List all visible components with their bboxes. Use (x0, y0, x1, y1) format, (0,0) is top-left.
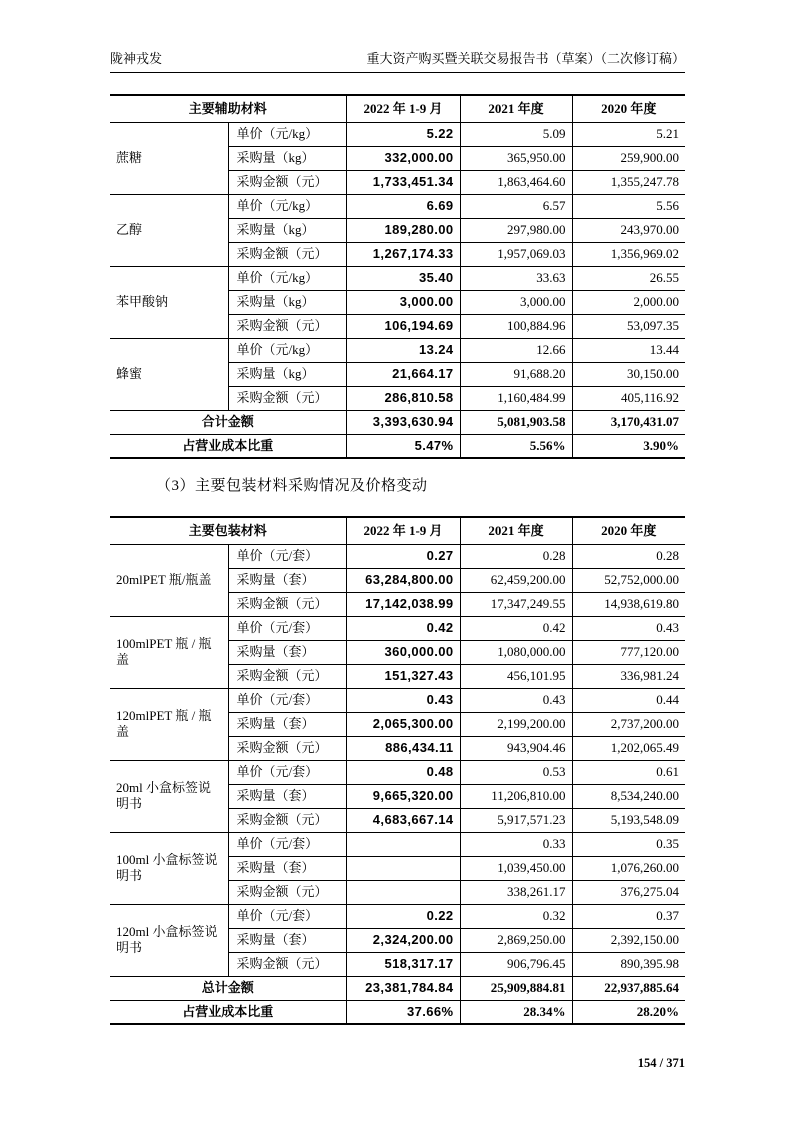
material-name-cell: 苯甲酸钠 (110, 266, 228, 338)
total-value-cell-2020: 22,937,885.64 (572, 976, 685, 1000)
total-label-cell: 合计金额 (110, 410, 346, 434)
value-cell-2021: 0.42 (460, 616, 572, 640)
value-cell-2020: 777,120.00 (572, 640, 685, 664)
metric-label-cell: 采购金额（元） (228, 170, 346, 194)
table-row (110, 194, 685, 218)
metric-label-cell: 采购量（套） (228, 712, 346, 736)
material-name-cell: 120ml 小盒标签说明书 (110, 904, 228, 976)
value-cell-2020: 0.28 (572, 544, 685, 568)
value-cell-2021: 0.28 (460, 544, 572, 568)
value-cell-2021: 1,863,464.60 (460, 170, 572, 194)
value-cell-2022: 106,194.69 (346, 314, 460, 338)
value-cell-2022: 518,317.17 (346, 952, 460, 976)
metric-label-cell: 采购量（套） (228, 640, 346, 664)
auxiliary-materials-table-slot (110, 94, 685, 459)
column-header-period: 2022 年 1-9 月 (346, 95, 460, 122)
value-cell-2022: 4,683,667.14 (346, 808, 460, 832)
value-cell-2021: 3,000.00 (460, 290, 572, 314)
value-cell-2020: 13.44 (572, 338, 685, 362)
total-label-cell: 占营业成本比重 (110, 1000, 346, 1024)
value-cell-2020: 376,275.04 (572, 880, 685, 904)
column-header-material: 主要包装材料 (110, 517, 346, 544)
page-number: 154 / 371 (637, 1056, 685, 1070)
value-cell-2021: 5.09 (460, 122, 572, 146)
value-cell-2021: 91,688.20 (460, 362, 572, 386)
table-row (110, 904, 685, 928)
total-label-cell: 总计金额 (110, 976, 346, 1000)
table-row (110, 616, 685, 640)
value-cell-2020: 52,752,000.00 (572, 568, 685, 592)
material-name-cell: 乙醇 (110, 194, 228, 266)
column-header-period: 2020 年度 (572, 517, 685, 544)
value-cell-2021: 0.32 (460, 904, 572, 928)
value-cell-2021: 297,980.00 (460, 218, 572, 242)
value-cell-2021: 62,459,200.00 (460, 568, 572, 592)
value-cell-2021: 0.33 (460, 832, 572, 856)
value-cell-2022 (346, 856, 460, 880)
column-header-period: 2022 年 1-9 月 (346, 517, 460, 544)
metric-label-cell: 采购量（kg） (228, 362, 346, 386)
metric-label-cell: 采购量（套） (228, 568, 346, 592)
value-cell-2020: 0.44 (572, 688, 685, 712)
packaging-materials-table (110, 516, 685, 1025)
table-row (110, 122, 685, 146)
value-cell-2022: 286,810.58 (346, 386, 460, 410)
value-cell-2021: 11,206,810.00 (460, 784, 572, 808)
total-value-cell-2022: 5.47% (346, 434, 460, 458)
material-name-cell: 蔗糖 (110, 122, 228, 194)
material-name-cell: 120mlPET 瓶 / 瓶盖 (110, 688, 228, 760)
material-name-cell: 蜂蜜 (110, 338, 228, 410)
value-cell-2022: 332,000.00 (346, 146, 460, 170)
value-cell-2022: 360,000.00 (346, 640, 460, 664)
value-cell-2020: 259,900.00 (572, 146, 685, 170)
value-cell-2022: 35.40 (346, 266, 460, 290)
value-cell-2020: 243,970.00 (572, 218, 685, 242)
metric-label-cell: 采购金额（元） (228, 808, 346, 832)
value-cell-2022: 2,324,200.00 (346, 928, 460, 952)
table-row (110, 760, 685, 784)
material-name-cell: 20ml 小盒标签说明书 (110, 760, 228, 832)
value-cell-2020: 30,150.00 (572, 362, 685, 386)
table-total-row (110, 976, 685, 1000)
value-cell-2021: 0.43 (460, 688, 572, 712)
column-header-material: 主要辅助材料 (110, 95, 346, 122)
value-cell-2022: 5.22 (346, 122, 460, 146)
total-value-cell-2022: 23,381,784.84 (346, 976, 460, 1000)
value-cell-2022: 1,733,451.34 (346, 170, 460, 194)
value-cell-2022: 3,000.00 (346, 290, 460, 314)
value-cell-2021: 1,957,069.03 (460, 242, 572, 266)
value-cell-2020: 405,116.92 (572, 386, 685, 410)
value-cell-2022 (346, 832, 460, 856)
metric-label-cell: 单价（元/kg） (228, 194, 346, 218)
column-header-period: 2021 年度 (460, 95, 572, 122)
table-row (110, 832, 685, 856)
value-cell-2020: 8,534,240.00 (572, 784, 685, 808)
table-row (110, 688, 685, 712)
value-cell-2021: 456,101.95 (460, 664, 572, 688)
packaging-materials-table-slot (110, 516, 685, 1025)
value-cell-2022: 0.42 (346, 616, 460, 640)
value-cell-2021: 2,199,200.00 (460, 712, 572, 736)
metric-label-cell: 采购金额（元） (228, 592, 346, 616)
value-cell-2020: 5,193,548.09 (572, 808, 685, 832)
total-value-cell-2021: 5,081,903.58 (460, 410, 572, 434)
value-cell-2021: 338,261.17 (460, 880, 572, 904)
total-value-cell-2021: 25,909,884.81 (460, 976, 572, 1000)
value-cell-2022: 9,665,320.00 (346, 784, 460, 808)
value-cell-2022: 0.43 (346, 688, 460, 712)
value-cell-2022: 151,327.43 (346, 664, 460, 688)
total-value-cell-2022: 3,393,630.94 (346, 410, 460, 434)
total-value-cell-2020: 28.20% (572, 1000, 685, 1024)
value-cell-2020: 26.55 (572, 266, 685, 290)
metric-label-cell: 单价（元/套） (228, 904, 346, 928)
metric-label-cell: 采购金额（元） (228, 880, 346, 904)
total-value-cell-2021: 5.56% (460, 434, 572, 458)
metric-label-cell: 采购金额（元） (228, 242, 346, 266)
value-cell-2021: 17,347,249.55 (460, 592, 572, 616)
total-value-cell-2022: 37.66% (346, 1000, 460, 1024)
value-cell-2021: 5,917,571.23 (460, 808, 572, 832)
table-header-row (110, 517, 685, 544)
value-cell-2022: 0.27 (346, 544, 460, 568)
material-name-cell: 100ml 小盒标签说明书 (110, 832, 228, 904)
table-total-row (110, 1000, 685, 1024)
value-cell-2020: 1,355,247.78 (572, 170, 685, 194)
metric-label-cell: 采购量（套） (228, 856, 346, 880)
running-header (110, 48, 685, 73)
value-cell-2020: 0.61 (572, 760, 685, 784)
value-cell-2021: 33.63 (460, 266, 572, 290)
value-cell-2021: 906,796.45 (460, 952, 572, 976)
column-header-period: 2021 年度 (460, 517, 572, 544)
value-cell-2021: 100,884.96 (460, 314, 572, 338)
page-content (110, 48, 685, 1071)
value-cell-2020: 2,737,200.00 (572, 712, 685, 736)
material-name-cell: 20mlPET 瓶/瓶盖 (110, 544, 228, 616)
value-cell-2020: 336,981.24 (572, 664, 685, 688)
value-cell-2021: 365,950.00 (460, 146, 572, 170)
value-cell-2020: 5.21 (572, 122, 685, 146)
value-cell-2021: 1,080,000.00 (460, 640, 572, 664)
company-short-name: 陇神戎发 (110, 51, 163, 66)
auxiliary-materials-table (110, 94, 685, 459)
metric-label-cell: 采购金额（元） (228, 952, 346, 976)
value-cell-2020: 1,202,065.49 (572, 736, 685, 760)
metric-label-cell: 采购金额（元） (228, 314, 346, 338)
metric-label-cell: 采购金额（元） (228, 664, 346, 688)
value-cell-2022: 6.69 (346, 194, 460, 218)
metric-label-cell: 单价（元/kg） (228, 122, 346, 146)
value-cell-2020: 53,097.35 (572, 314, 685, 338)
material-name-cell: 100mlPET 瓶 / 瓶盖 (110, 616, 228, 688)
metric-label-cell: 单价（元/套） (228, 832, 346, 856)
total-label-cell: 占营业成本比重 (110, 434, 346, 458)
value-cell-2021: 1,039,450.00 (460, 856, 572, 880)
value-cell-2022: 13.24 (346, 338, 460, 362)
value-cell-2022 (346, 880, 460, 904)
value-cell-2022: 63,284,800.00 (346, 568, 460, 592)
value-cell-2020: 1,076,260.00 (572, 856, 685, 880)
value-cell-2020: 0.37 (572, 904, 685, 928)
metric-label-cell: 单价（元/kg） (228, 266, 346, 290)
column-header-period: 2020 年度 (572, 95, 685, 122)
metric-label-cell: 采购量（套） (228, 928, 346, 952)
value-cell-2021: 0.53 (460, 760, 572, 784)
metric-label-cell: 单价（元/套） (228, 688, 346, 712)
value-cell-2022: 21,664.17 (346, 362, 460, 386)
value-cell-2020: 0.43 (572, 616, 685, 640)
value-cell-2022: 886,434.11 (346, 736, 460, 760)
table-total-row (110, 410, 685, 434)
value-cell-2021: 943,904.46 (460, 736, 572, 760)
metric-label-cell: 采购金额（元） (228, 386, 346, 410)
table-header-row (110, 95, 685, 122)
metric-label-cell: 采购量（kg） (228, 146, 346, 170)
table-row (110, 266, 685, 290)
value-cell-2022: 17,142,038.99 (346, 592, 460, 616)
value-cell-2022: 0.22 (346, 904, 460, 928)
value-cell-2022: 189,280.00 (346, 218, 460, 242)
total-value-cell-2021: 28.34% (460, 1000, 572, 1024)
value-cell-2020: 5.56 (572, 194, 685, 218)
metric-label-cell: 采购量（kg） (228, 218, 346, 242)
value-cell-2022: 2,065,300.00 (346, 712, 460, 736)
value-cell-2021: 6.57 (460, 194, 572, 218)
metric-label-cell: 单价（元/套） (228, 760, 346, 784)
value-cell-2021: 2,869,250.00 (460, 928, 572, 952)
table-row (110, 544, 685, 568)
table-row (110, 338, 685, 362)
value-cell-2020: 890,395.98 (572, 952, 685, 976)
metric-label-cell: 单价（元/套） (228, 616, 346, 640)
value-cell-2021: 1,160,484.99 (460, 386, 572, 410)
metric-label-cell: 单价（元/套） (228, 544, 346, 568)
table-total-row (110, 434, 685, 458)
value-cell-2020: 2,000.00 (572, 290, 685, 314)
value-cell-2020: 1,356,969.02 (572, 242, 685, 266)
value-cell-2022: 1,267,174.33 (346, 242, 460, 266)
metric-label-cell: 采购量（套） (228, 784, 346, 808)
total-value-cell-2020: 3.90% (572, 434, 685, 458)
total-value-cell-2020: 3,170,431.07 (572, 410, 685, 434)
document-title: 重大资产购买暨关联交易报告书（草案）（二次修订稿） (366, 51, 685, 66)
section-title: （3）主要包装材料采购情况及价格变动 (156, 478, 428, 494)
metric-label-cell: 单价（元/kg） (228, 338, 346, 362)
value-cell-2021: 12.66 (460, 338, 572, 362)
value-cell-2020: 2,392,150.00 (572, 928, 685, 952)
value-cell-2020: 0.35 (572, 832, 685, 856)
value-cell-2022: 0.48 (346, 760, 460, 784)
metric-label-cell: 采购量（kg） (228, 290, 346, 314)
value-cell-2020: 14,938,619.80 (572, 592, 685, 616)
metric-label-cell: 采购金额（元） (228, 736, 346, 760)
